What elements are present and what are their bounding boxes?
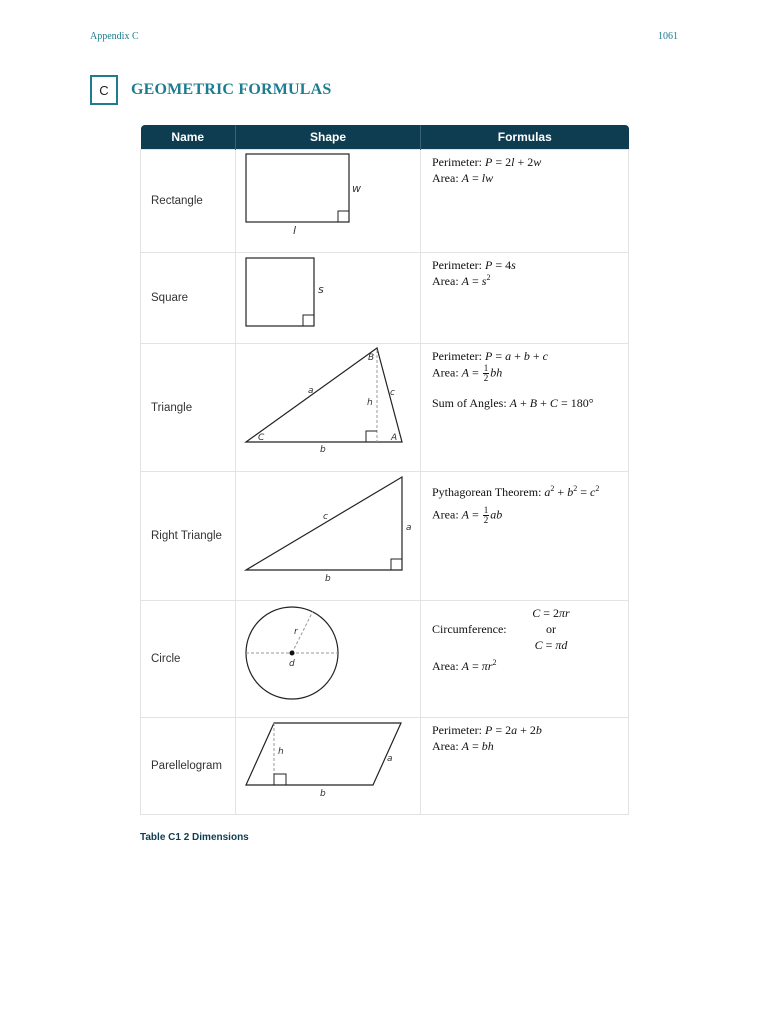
triangle-angle-b-label: B [368, 353, 375, 363]
formula-cell [421, 253, 629, 344]
triangle-diagram [236, 344, 420, 471]
triangle-height-label: h [367, 398, 373, 408]
formula-cell [421, 472, 629, 601]
formula-cell [421, 150, 629, 253]
geometric-formulas-table [140, 125, 629, 815]
area-formula: Area: $A = s^2$ [432, 273, 491, 288]
table-row-rectangle [141, 150, 629, 253]
rectangle-length-label: l [293, 224, 297, 237]
shape-cell [236, 718, 421, 815]
table-row-triangle [141, 344, 629, 472]
shape-name: Rectangle [141, 150, 236, 253]
table-header-row [141, 125, 629, 150]
formula-cell [421, 344, 629, 472]
circle-radius-label: r [294, 627, 298, 637]
area-formula: Area: A = $\frac{1}{2}$ bh [432, 363, 503, 383]
circle-diameter-label: d [289, 659, 295, 669]
appendix-title: GEOMETRIC FORMULAS [131, 81, 332, 98]
square-diagram [236, 253, 420, 343]
shape-cell [236, 253, 421, 344]
shape-cell [236, 601, 421, 718]
circumference-formula: C = 2πr Circumference: or C = πd [432, 606, 570, 652]
appendix-letter-box: C [90, 75, 118, 105]
formula-cell [421, 718, 629, 815]
shape-name: Circle [141, 601, 236, 718]
triangle-side-a-label: a [308, 386, 314, 396]
pythagorean-formula: Pythagorean Theorem: $a^2 + b^2 = c^2$ [432, 484, 600, 499]
perimeter-formula: Perimeter: P = 2a + 2b [432, 723, 542, 737]
area-formula: Area: A = lw [432, 171, 494, 185]
right-triangle-diagram [236, 472, 420, 600]
perimeter-formula: Perimeter: P = a + b + c [432, 349, 548, 363]
appendix-heading [90, 75, 332, 105]
circle-diagram [236, 601, 420, 717]
running-head [90, 31, 678, 42]
table-caption: Table C1 2 Dimensions [140, 832, 249, 843]
table-row-circle [141, 601, 629, 718]
triangle-base-label: b [320, 445, 326, 455]
column-header-name: Name [141, 125, 236, 150]
area-formula: Area: A = $\frac{1}{2}$ ab [432, 505, 503, 525]
table-row-square [141, 253, 629, 344]
shape-cell [236, 344, 421, 472]
column-header-formulas: Formulas [421, 125, 629, 150]
shape-name: Right Triangle [141, 472, 236, 601]
parallelogram-base-label: b [320, 789, 326, 799]
column-header-shape: Shape [236, 125, 421, 150]
area-formula: Area: A = bh [432, 739, 494, 753]
square-side-label: s [318, 283, 324, 296]
shape-name: Parellelogram [141, 718, 236, 815]
running-head-section: Appendix C [90, 31, 139, 42]
shape-name: Square [141, 253, 236, 344]
parallelogram-side-label: a [387, 754, 393, 764]
sum-of-angles-formula: Sum of Angles: A + B + C = 180° [432, 396, 594, 410]
rectangle-diagram [236, 150, 420, 252]
area-formula: Area: $A = \pi r^2$ [432, 658, 497, 673]
parallelogram-height-label: h [278, 747, 284, 757]
triangle-angle-a-label: A [391, 433, 398, 443]
parallelogram-diagram [236, 718, 420, 814]
right-triangle-base-label: b [325, 574, 331, 584]
table-row-parallelogram [141, 718, 629, 815]
triangle-angle-c-label: C [258, 433, 265, 443]
table-row-right-triangle [141, 472, 629, 601]
triangle-side-c-label: c [390, 388, 395, 398]
right-triangle-hypotenuse-label: c [323, 512, 328, 522]
formula-cell [421, 601, 629, 718]
shape-cell [236, 150, 421, 253]
perimeter-formula: Perimeter: P = 2l + 2w [432, 155, 542, 169]
page-number: 1061 [658, 31, 678, 42]
shape-cell [236, 472, 421, 601]
rectangle-width-label: w [352, 182, 361, 195]
shape-name: Triangle [141, 344, 236, 472]
right-triangle-side-a-label: a [406, 523, 412, 533]
perimeter-formula: Perimeter: P = 4s [432, 258, 516, 272]
